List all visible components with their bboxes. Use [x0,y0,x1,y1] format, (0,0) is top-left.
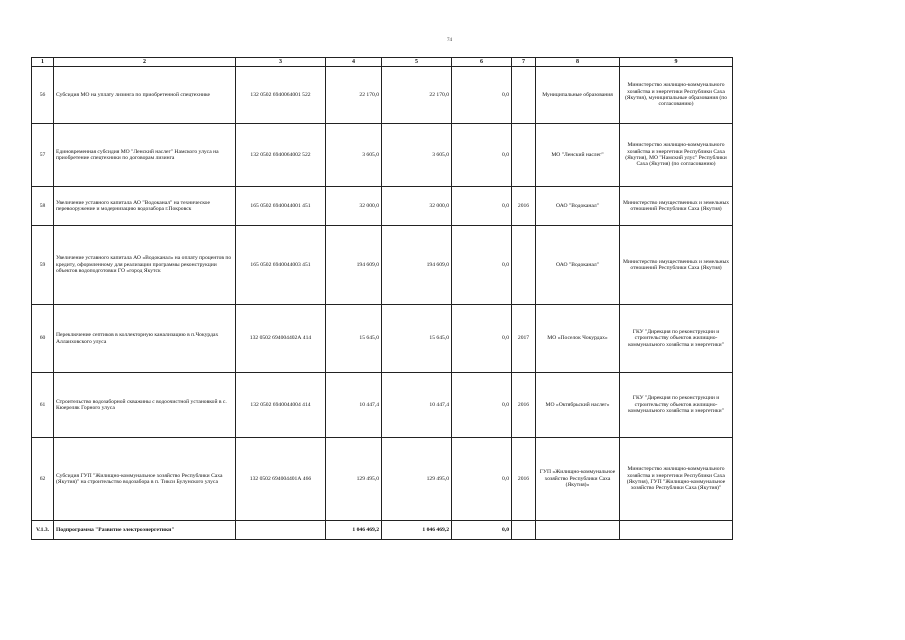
row-responsible: Министерство жилищно-коммунального хозяйства и энергетики Республики Саха (Якутия), муниципальные образования (по согласованию) [620,67,733,124]
row-number: 61 [32,373,54,438]
row-responsible: Министерство имущественных и земельных отношений Республики Саха (Якутия) [620,226,733,305]
row-number: 60 [32,305,54,373]
row-budget-code: 165 0502 6940044001 451 [236,187,326,226]
row-responsible: Министерство жилищно-коммунального хозяйства и энергетики Республики Саха (Якутия), МО "Намский улус" Республики Саха (Якутия) (по согласованию) [620,124,733,187]
row-value-other: 0,0 [452,226,512,305]
col-header-3: 3 [236,58,326,67]
row-executor: ОАО "Водоканал" [536,226,620,305]
row-value-total: 194 609,0 [326,226,382,305]
col-header-1: 1 [32,58,54,67]
row-name: Субсидия ГУП "Жилищно-коммунальное хозяйство Республики Саха (Якутия)" на строительство водозабора в п. Тикси Булунского улуса [54,438,236,521]
row-responsible: ГКУ "Дирекция по реконструкции и строительству объектов жилищно-коммунального хозяйства и энергетики" [620,373,733,438]
row-budget-code: 165 0502 6940044003 451 [236,226,326,305]
row-value-other: 0,0 [452,373,512,438]
table-row [32,226,733,305]
table-row [32,438,733,521]
row-responsible: Министерство имущественных и земельных отношений Республики Саха (Якутия) [620,187,733,226]
subtotal-budget-code [236,521,326,540]
row-value-total: 32 000,0 [326,187,382,226]
row-value-other: 0,0 [452,187,512,226]
col-header-2: 2 [54,58,236,67]
row-value-total: 129 495,0 [326,438,382,521]
row-name: Строительство водозаборной скважины с водоочистной установкой в с. Кюереляк Горного улуса [54,373,236,438]
subtotal-number: V.1.3. [32,521,54,540]
row-budget-code: 132 0502 6940064002 522 [236,124,326,187]
row-value-other: 0,0 [452,305,512,373]
subtotal-executor [536,521,620,540]
row-budget-code: 132 0502 6940064001 522 [236,67,326,124]
row-year [512,226,536,305]
row-value-republic: 15 645,0 [382,305,452,373]
row-name: Переключение септиков в коллекторную канализацию в п.Чокурдах Аллаиховского улуса [54,305,236,373]
row-name: Увеличение уставного капитала АО «Водоканал» на оплату процентов по кредиту, оформленному для реализации программы реконструкции объектов водоподготовки ГО «город Якутск [54,226,236,305]
subtotal-value-total: 1 046 469,2 [326,521,382,540]
subtotal-name: Подпрограмма "Развитие электроэнергетики" [54,521,236,540]
row-executor: МО "Ленский наслег" [536,124,620,187]
row-budget-code: 132 0502 694004401А 466 [236,438,326,521]
subtotal-responsible [620,521,733,540]
row-number: 58 [32,187,54,226]
row-year: 2016 [512,438,536,521]
col-header-6: 6 [452,58,512,67]
row-year: 2016 [512,373,536,438]
row-number: 62 [32,438,54,521]
col-header-7: 7 [512,58,536,67]
row-value-republic: 32 000,0 [382,187,452,226]
subtotal-value-republic: 1 046 469,2 [382,521,452,540]
program-table [31,57,733,540]
col-header-9: 9 [620,58,733,67]
row-value-republic: 10 447,4 [382,373,452,438]
row-executor: Муниципальные образования [536,67,620,124]
table-row [32,124,733,187]
col-header-5: 5 [382,58,452,67]
row-year: 2017 [512,305,536,373]
row-value-other: 0,0 [452,67,512,124]
row-budget-code: 132 0502 6940044004 414 [236,373,326,438]
row-value-other: 0,0 [452,124,512,187]
col-header-4: 4 [326,58,382,67]
row-executor: МО «Поселок Чокурдах» [536,305,620,373]
row-executor: ОАО "Водоканал" [536,187,620,226]
table-row [32,187,733,226]
row-executor: ГУП «Жилищно-коммунальное хозяйство Республики Саха (Якутия)» [536,438,620,521]
row-year: 2016 [512,187,536,226]
subtotal-value-other: 0,0 [452,521,512,540]
row-value-total: 15 645,0 [326,305,382,373]
row-value-republic: 194 609,0 [382,226,452,305]
row-value-republic: 22 170,0 [382,67,452,124]
row-value-total: 10 447,4 [326,373,382,438]
row-value-republic: 3 605,0 [382,124,452,187]
row-budget-code: 132 0502 694004402А 414 [236,305,326,373]
subtotal-row [32,521,733,540]
row-responsible: Министерство жилищно-коммунального хозяйства и энергетики Республики Саха (Якутия), ГУП "Жилищно-коммунальное хозяйство Республики Саха (Якутия)" [620,438,733,521]
col-header-8: 8 [536,58,620,67]
row-name: Увеличение уставного капитала АО "Водоканал" на техническое перевооружение и модернизацию водозабора г.Покровск [54,187,236,226]
table-row [32,67,733,124]
header-row [32,58,733,67]
row-year [512,124,536,187]
row-number: 57 [32,124,54,187]
row-name: Единовременная субсидия МО "Ленский наслег" Намского улуса на приобретение спецтехники по договорам лизинга [54,124,236,187]
row-responsible: ГКУ "Дирекция по реконструкции и строительству объектов жилищно-коммунального хозяйства и энергетики" [620,305,733,373]
page-number: 74 [447,38,452,43]
row-number: 56 [32,67,54,124]
table-row [32,373,733,438]
row-value-total: 3 605,0 [326,124,382,187]
row-year [512,67,536,124]
row-executor: МО «Октябрьский наслег» [536,373,620,438]
row-value-total: 22 170,0 [326,67,382,124]
row-value-republic: 129 495,0 [382,438,452,521]
row-value-other: 0,0 [452,438,512,521]
row-name: Субсидия МО на уплату лизинга по приобретенной спецтехнике [54,67,236,124]
row-number: 59 [32,226,54,305]
table-row [32,305,733,373]
subtotal-year [512,521,536,540]
